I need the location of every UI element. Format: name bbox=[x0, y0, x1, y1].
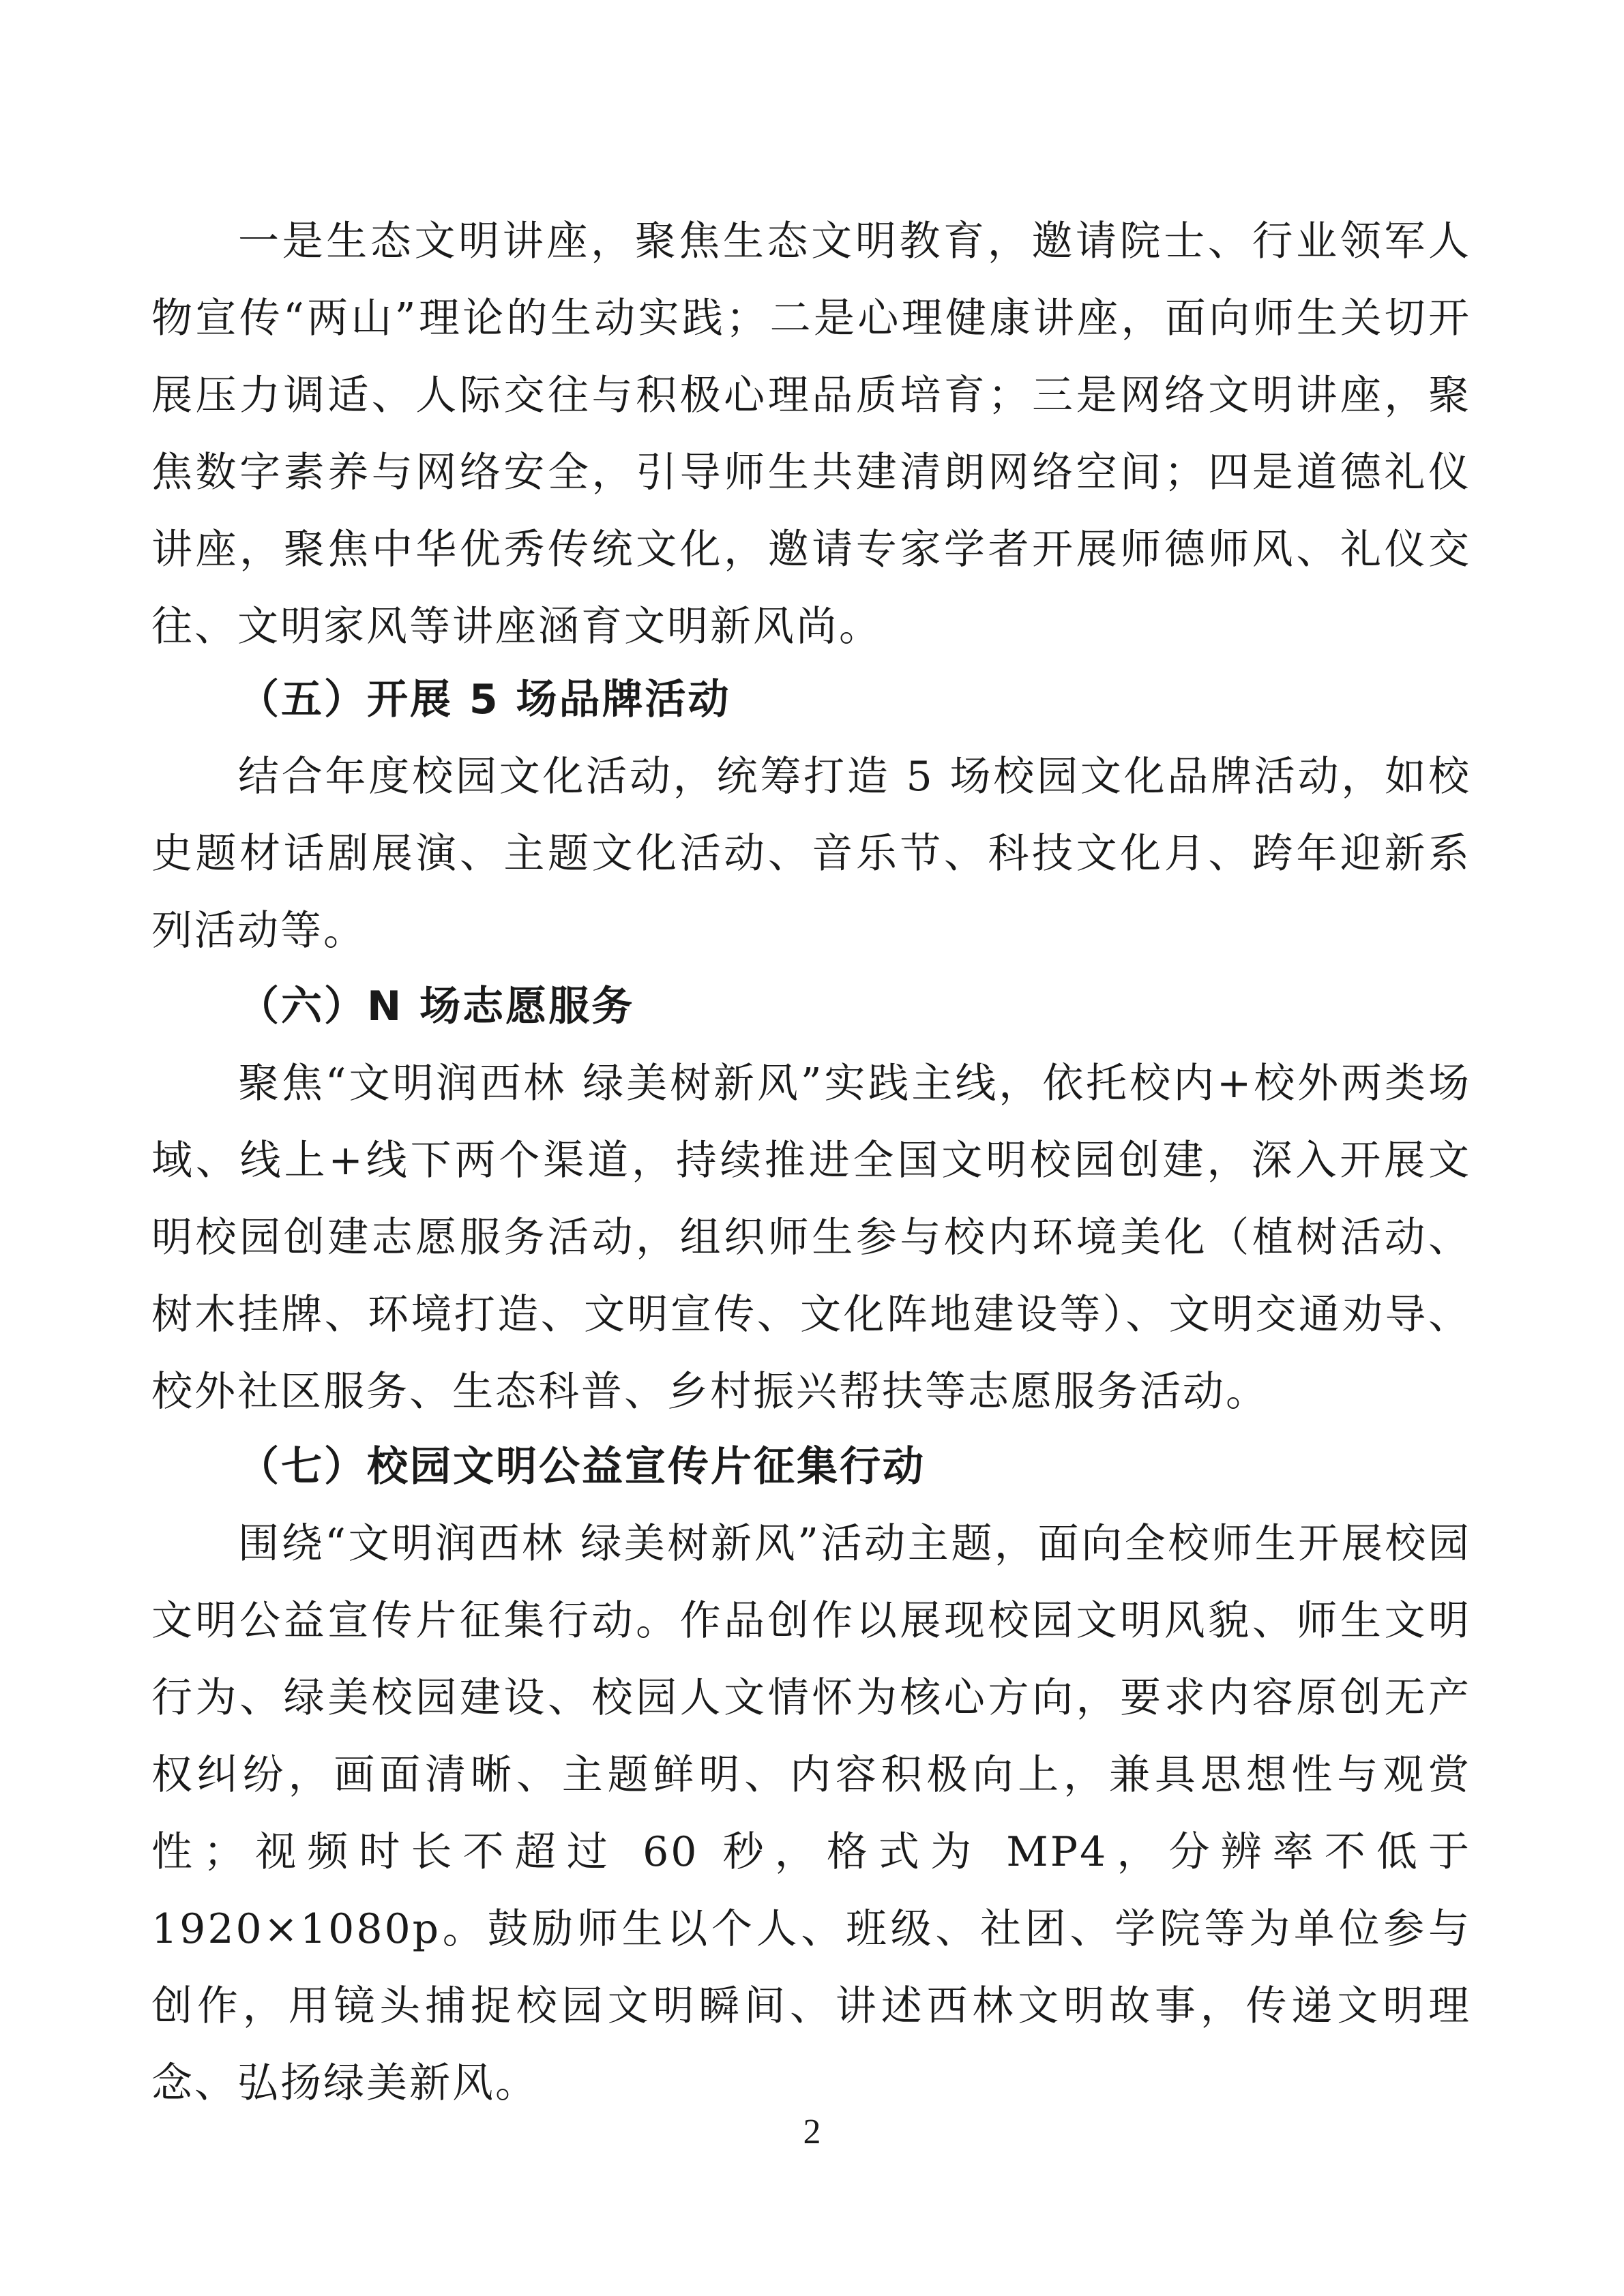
paragraph-video-collection: 围绕“文明润西林 绿美树新风”活动主题，面向全校师生开展校园文明公益宣传片征集行动。作品创作以展现校园文明风貌、师生文明行为、绿美校园建设、校园人文情怀为核心方向，要求内容原创无产权纠纷，画面清晰、主题鲜明、内容积极向上，兼具思想性与观赏性；视频时长不超过 60 秒，格式为 MP4，分辨率不低于 1920×1080p。鼓励师生以个人、班级、社团、学院等为单位参与创作，用镜头捕捉校园文明瞬间、讲述西林文明故事，传递文明理念、弘扬绿美新风。 bbox=[151, 1520, 1471, 2107]
page-number: 2 bbox=[803, 2113, 821, 2151]
paragraph-volunteer-service: 聚焦“文明润西林 绿美树新风”实践主线，依托校内+校外两类场域、线上+线下两个渠道，持续推进全国文明校园创建，深入开展文明校园创建志愿服务活动，组织师生参与校内环境美化（植树活动、树木挂牌、环境打造、文明宣传、文化阵地建设等）、文明交通劝导、校外社区服务、生态科普、乡村振兴帮扶等志愿服务活动。 bbox=[151, 1060, 1471, 1416]
section-heading-5: （五）开展 5 场品牌活动 bbox=[238, 676, 731, 724]
section-heading-6: （六）N 场志愿服务 bbox=[238, 983, 635, 1030]
paragraph-lectures: 一是生态文明讲座，聚焦生态文明教育，邀请院士、行业领军人物宣传“两山”理论的生动实践；二是心理健康讲座，面向师生关切开展压力调适、人际交往与积极心理品质培育；三是网络文明讲座，聚焦数字素养与网络安全，引导师生共建清朗网络空间；四是道德礼仪讲座，聚焦中华优秀传统文化，邀请专家学者开展师德师风、礼仪交往、文明家风等讲座涵育文明新风尚。 bbox=[151, 218, 1471, 651]
paragraph-brand-activities: 结合年度校园文化活动，统筹打造 5 场校园文化品牌活动，如校史题材话剧展演、主题文化活动、音乐节、科技文化月、跨年迎新系列活动等。 bbox=[151, 753, 1471, 955]
section-heading-7: （七）校园文明公益宣传片征集行动 bbox=[238, 1443, 926, 1491]
